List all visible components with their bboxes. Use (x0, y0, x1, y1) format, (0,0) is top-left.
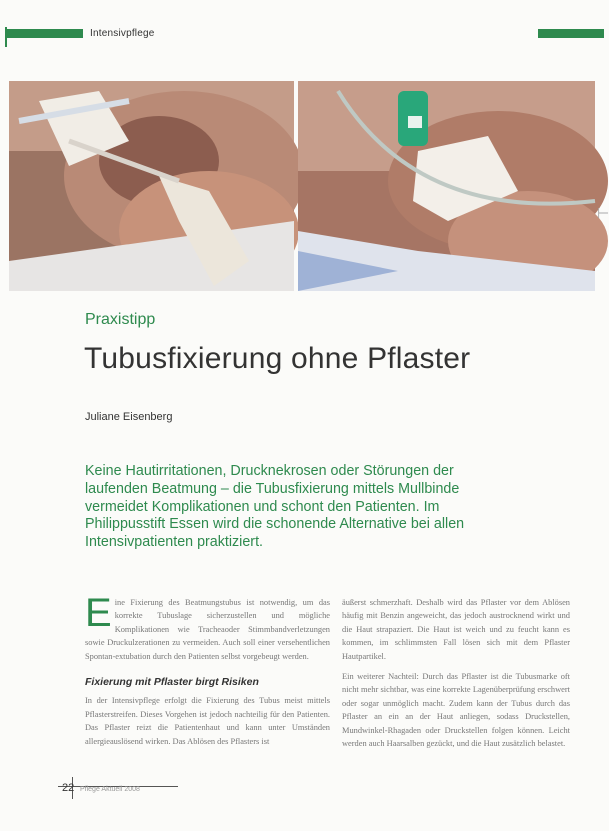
drop-cap: E (85, 591, 112, 635)
section-subheading: Fixierung mit Pflaster birgt Risiken (85, 676, 259, 689)
page-number: 22 (62, 782, 75, 794)
article-lead: Keine Hautirritationen, Drucknekrosen oder Störungen der laufenden Beatmung – die Tubusfixierung mittels Mullbinde vermeidet Komplikationen und schont den Patienten. Im Philippusstift Essen wird die schonende Alternative bei allen Intensivpatienten praktiziert. (85, 463, 465, 551)
left-paragraph-2: In der Intensivpflege erfolgt die Fixierung des Tubus meist mittels Pflasterstreifen. Dieses Vorgehen ist jedoch nachteilig für den Patienten. Das Pflaster reizt die Patientenhaut und kann unter Umständen allergieauslösend wirken. Das Ablösen des Pflasters ist (85, 696, 330, 746)
photo-patient-left (9, 81, 294, 291)
right-paragraph-2: Ein weiterer Nachteil: Durch das Pflaster ist die Tubusmarke oft nicht mehr sichtbar, was eine korrekte Lagenüberprüfung erschwert oder sogar unmöglich macht. Zudem kann der Tubus durch das Pflaster an ein an der Haut anliegen, sodass Druckstellen, Mundwinkel-Rhagaden oder Druckstellen folgen können. Leicht werden auch Haarsalben gezückt, und die Haut zusätzlich belastet. (342, 672, 570, 749)
article-author: Juliane Eisenberg (85, 411, 173, 423)
body-column-left (85, 591, 330, 748)
intro-paragraph-text: ine Fixierung des Beatmungstubus ist notwendig, um das korrekte Tubuslage sicherzustellen und mögliche Komplikationen wie Tracheaoder Stimmbandverletzungen sowie Druckulzerationen zu vermeiden. Auch soll einer versehentlichen Spontan-extubation durch den Patienten selbst vorgebeugt werden. (85, 598, 330, 661)
right-paragraph-1: äußerst schmerzhaft. Deshalb wird das Pflaster vor dem Ablösen häufig mit Benzin angeweicht, das jedoch austrocknend wirkt und die Haut strapaziert. Die Haut ist weich und zu feucht kann es kommen, im schlimmsten Fall lösen sich mit dem Pflaster Hautpartikel. (342, 598, 570, 661)
side-margin-mark: ⊢ (597, 205, 609, 221)
article-kicker: Praxistipp (85, 311, 156, 328)
intro-paragraph (85, 591, 330, 663)
header-bar-right (538, 29, 604, 38)
body-column-right (342, 596, 570, 750)
photo-patient-right (298, 81, 595, 291)
section-label: Intensivpflege (90, 28, 155, 39)
article-title: Tubusfixierung ohne Pflaster (84, 342, 471, 375)
journal-name: Pflege Aktuell 2008 (80, 786, 140, 793)
header-bar-left (6, 29, 83, 38)
